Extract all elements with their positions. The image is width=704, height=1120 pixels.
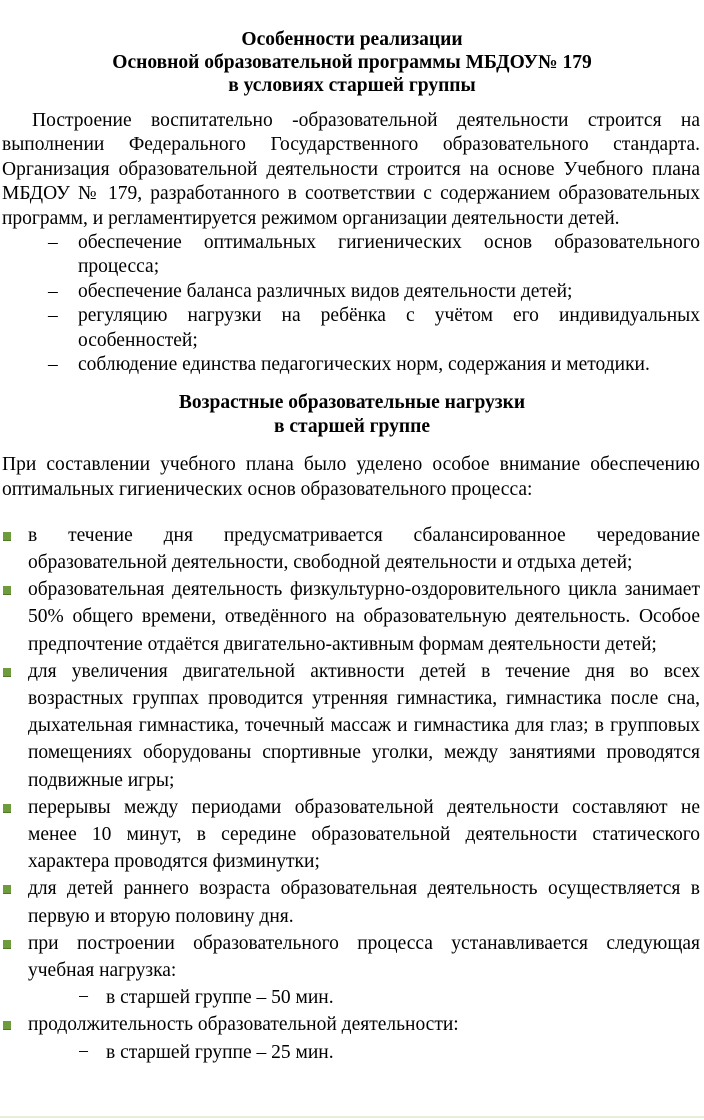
sublist-item-text: в старшей группе – 25 мин. <box>106 1041 334 1063</box>
load-rules-list <box>0 522 704 1066</box>
dash-marker: − <box>78 1041 89 1063</box>
dash-marker: – <box>48 232 58 254</box>
dash-marker: − <box>78 987 89 1009</box>
document-title <box>0 28 704 97</box>
list-item-text: обеспечение баланса различных видов деятельности детей; <box>78 280 573 302</box>
list-item <box>0 304 704 353</box>
list-item <box>0 875 704 929</box>
dash-marker: – <box>48 305 58 327</box>
section-heading-line-2: в старшей группе <box>273 416 431 438</box>
square-bullet-icon <box>3 532 11 541</box>
list-item <box>0 522 704 576</box>
lead-paragraph: При составлении учебного плана было уделено особое внимание обеспечению оптимальных гигиенических основ образовательного процесса: <box>2 454 700 500</box>
title-line-1: Особенности реализации <box>241 29 463 50</box>
list-item <box>0 280 704 304</box>
list-item-text: обеспечение оптимальных гигиенических основ образовательного процесса; <box>78 232 700 278</box>
list-item-text: образовательная деятельность физкультурно-оздоровительного цикла занимает 50% общего времени, отведённого на образовательную деятельность. Особое предпочтение отдаётся двигательно-активным формам деятельности детей; <box>28 579 700 655</box>
sublist-item <box>28 1039 700 1066</box>
dash-marker: – <box>48 354 58 376</box>
square-bullet-icon <box>3 586 11 595</box>
document-page <box>0 28 704 1066</box>
list-item-text: для увеличения двигательной активности детей в течение дня во всех возрастных группах проводится утренняя гимнастика, гимнастика после сна, дыхательная гимнастика, точечный массаж и гимнастика для глаз; в групповых помещениях оборудованы спортивные уголки, между занятиями проводятся подвижные игры; <box>28 660 700 791</box>
square-bullet-icon <box>3 804 11 813</box>
sublist-item-text: в старшей группе – 50 мин. <box>106 987 334 1009</box>
list-item-text: при построении образовательного процесса устанавливается следующая учебная нагрузка: <box>28 932 700 982</box>
list-item-text: регуляцию нагрузки на ребёнка с учётом его индивидуальных особенностей; <box>78 305 700 351</box>
list-item <box>0 576 704 658</box>
load-sublist <box>28 984 700 1011</box>
title-line-2: Основной образовательной программы МБДОУ№ 179 <box>112 52 592 73</box>
duration-sublist <box>28 1039 700 1066</box>
list-item <box>0 794 704 876</box>
list-item <box>0 231 704 280</box>
title-line-3: в условиях старшей группы <box>228 75 476 96</box>
list-item-text: соблюдение единства педагогических норм, содержания и методики. <box>78 354 650 376</box>
list-item-text: перерывы между периодами образовательной деятельности составляют не менее 10 минут, в середине образовательной деятельности статического характера проводятся физминутки; <box>28 796 700 873</box>
dash-marker: – <box>48 280 58 302</box>
list-item <box>0 353 704 377</box>
list-item <box>0 930 704 1012</box>
page-bottom-divider <box>0 1116 704 1118</box>
section-heading <box>0 391 704 439</box>
principles-list <box>0 231 704 377</box>
sublist-item <box>28 984 700 1011</box>
list-item-text: для детей раннего возраста образовательная деятельность осуществляется в первую и вторую половину дня. <box>28 878 700 927</box>
list-item-text: в течение дня предусматривается сбалансированное чередование образовательной деятельности, свободной деятельности и отдыха детей; <box>28 524 700 573</box>
square-bullet-icon <box>3 940 11 949</box>
list-item <box>0 658 704 794</box>
section-heading-line-1: Возрастные образовательные нагрузки <box>178 392 526 414</box>
intro-paragraph: Построение воспитательно -образовательной деятельности строится на выполнении Федерального Государственного образовательного стандарта. Организация образовательной деятельности строится на основе Учебного плана МБДОУ № 179, разработанного в соответствии с содержанием образовательных программ, и регламентируется режимом организации деятельности детей. <box>2 110 700 229</box>
square-bullet-icon <box>3 1021 11 1030</box>
square-bullet-icon <box>3 885 11 894</box>
list-item-text: продолжительность образовательной деятельности: <box>28 1014 459 1036</box>
square-bullet-icon <box>3 668 11 677</box>
list-item <box>0 1011 704 1065</box>
